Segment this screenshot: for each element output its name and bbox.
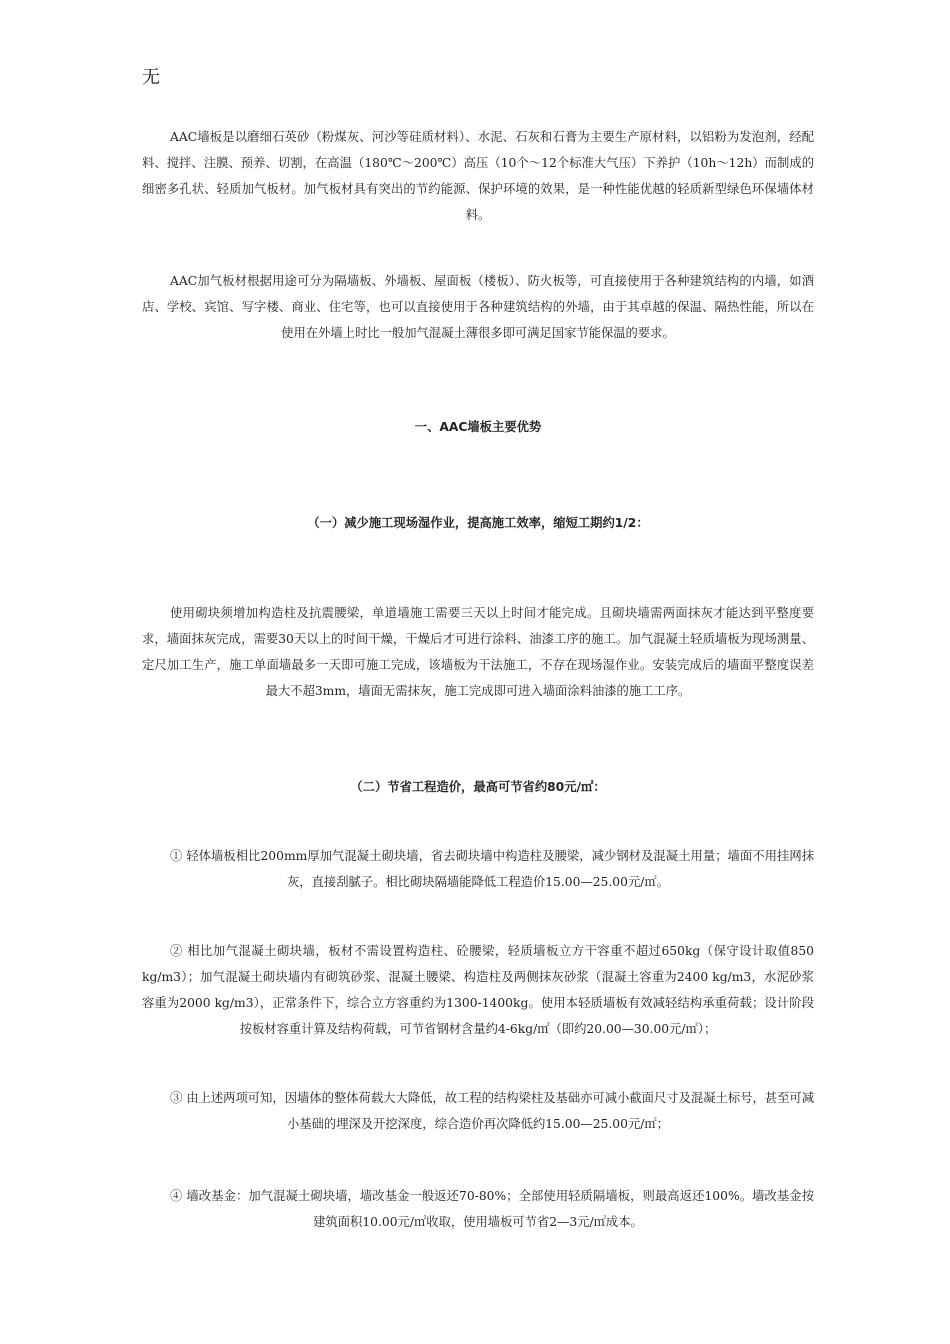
section-heading-advantages: 一、AAC墙板主要优势 (414, 420, 542, 434)
usage-paragraph: AAC加气板材根据用途可分为隔墙板、外墙板、屋面板（楼板）、防火板等，可直接使用于各种建筑结构的内墙，如酒店、学校、宾馆、写字楼、商业、住宅等，也可以直接使用于各种建筑结构的外墙，由于其卓越的保温、隔热性能，所以在使用在外墙上时比一般加气混凝土薄很多即可满足国家节能保温的要求。 (142, 274, 814, 340)
intro-paragraph: AAC墙板是以磨细石英砂（粉煤灰、河沙等硅质材料）、水泥、石灰和石膏为主要生产原材料，以铝粉为发泡剂，经配料、搅拌、注膜、预养、切割，在高温（180℃～200℃）高压（10个～12个标准大气压）下养护（10h～12h）而制成的细密多孔状、轻质加气板材。加气板材具有突出的节约能源、保护环境的效果，是一种性能优越的轻质新型绿色环保墙体材料。 (142, 130, 814, 222)
cost-item-3: ③ 由上述两项可知，因墙体的整体荷载大大降低，故工程的结构梁柱及基础亦可减小截面尺寸及混凝土标号，甚至可减小基础的埋深及开挖深度，综合造价再次降低约15.00—25.00元/㎡； (170, 1091, 814, 1131)
efficiency-paragraph: 使用砌块须增加构造柱及抗震腰梁，单道墙施工需要三天以上时间才能完成。且砌块墙需两面抹灰才能达到平整度要求，墙面抹灰完成，需要30天以上的时间干燥，干燥后才可进行涂料、油漆工序的施工。加气混凝土轻质墙板为现场测量、定尺加工生产，施工单面墙最多一天即可施工完成，该墙板为干法施工，不存在现场湿作业。安装完成后的墙面平整度误差最大不超3mm，墙面无需抹灰，施工完成即可进入墙面涂料油漆的施工工序。 (142, 606, 814, 698)
cost-item-4: ④ 墙改基金：加气混凝土砌块墙，墙改基金一般返还70-80%；全部使用轻质隔墙板，则最高返还100%。墙改基金按建筑面积10.00元/㎡收取，使用墙板可节省2—3元/㎡成本。 (170, 1189, 814, 1229)
cost-item-2: ② 相比加气混凝土砌块墙，板材不需设置构造柱、砼腰梁，轻质墙板立方干容重不超过650kg（保守设计取值850 kg/m3）；加气混凝土砌块墙内有砌筑砂浆、混凝土腰梁、构造柱及两侧抹灰砂浆（混凝土容重为2400 kg/m3，水泥砂浆容重为2000 kg/m3），正常条件下，综合立方容重约为1300-1400kg。使用本轻质墙板有效减轻结构承重荷载；设计阶段按板材容重计算及结构荷载，可节省钢材含量约4-6kg/㎡（即约20.00—30.00元/㎡）； (142, 944, 814, 1036)
cost-item-1: ① 轻体墙板相比200mm厚加气混凝土砌块墙，省去砌块墙中构造柱及腰梁，减少钢材及混凝土用量；墙面不用挂网抹灰，直接刮腻子。相比砌块隔墙能降低工程造价15.00—25.00元/㎡。 (170, 849, 814, 889)
header-mark: 无 (142, 67, 160, 88)
subheading-efficiency: （一）减少施工现场湿作业，提高施工效率，缩短工期约1/2： (307, 516, 649, 530)
subheading-cost: （二）节省工程造价，最高可节省约80元/㎡： (350, 780, 606, 794)
